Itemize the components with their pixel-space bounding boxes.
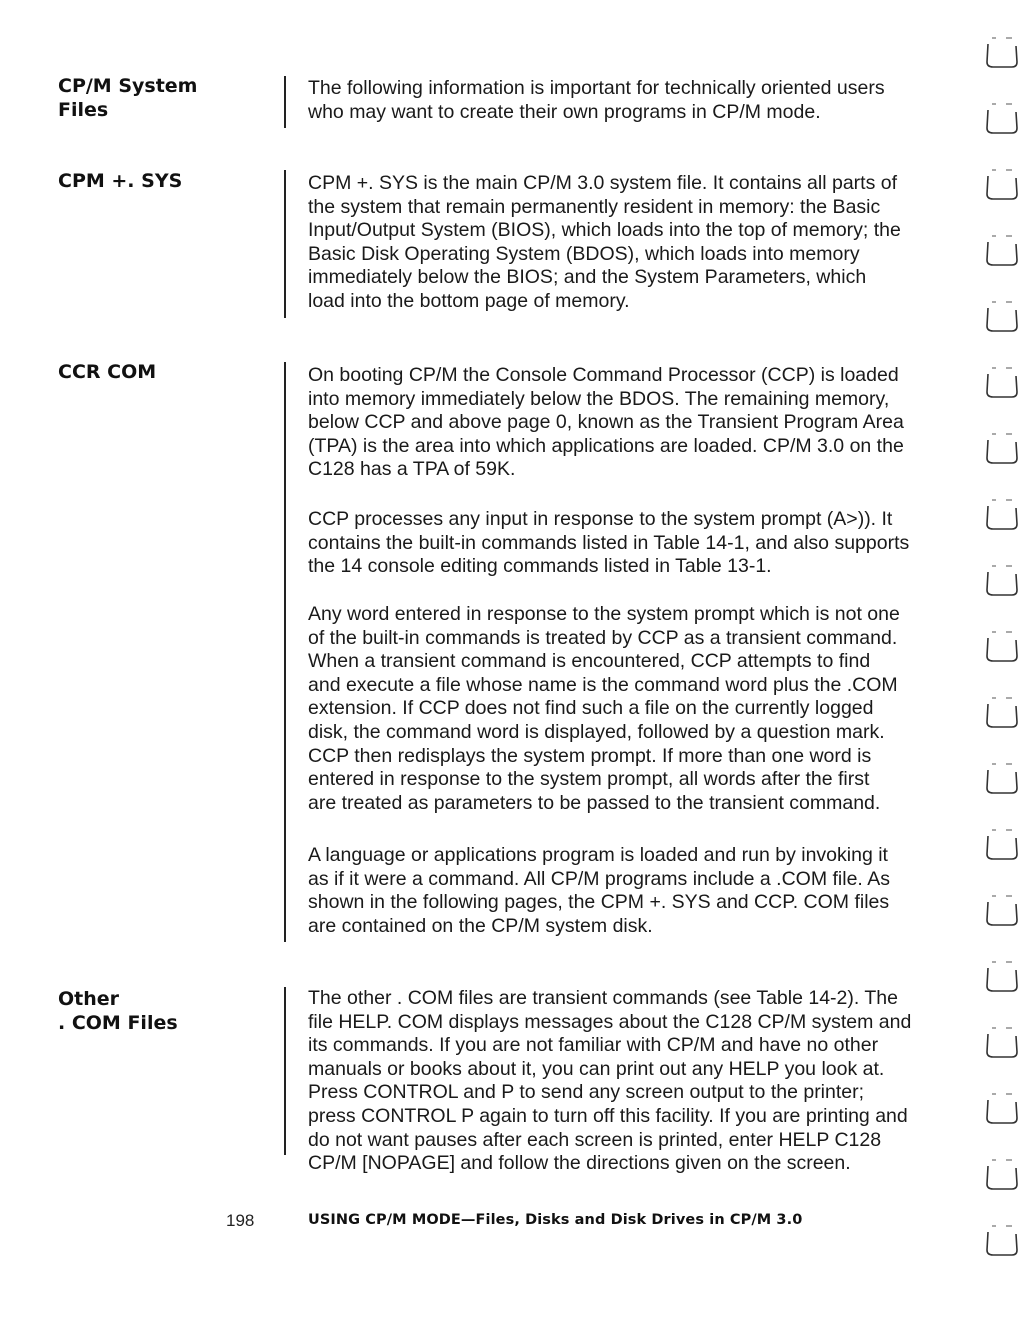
feed-hole-mark [987, 374, 1017, 397]
text-line: extension. If CCP does not find such a file on the currently logged [308, 697, 874, 720]
feed-hole-mark [987, 770, 1017, 793]
text-line: press CONTROL P again to turn off this facility. If you are printing and [308, 1104, 908, 1127]
text-line: do not want pauses after each screen is printed, enter HELP C128 [308, 1128, 882, 1151]
text-line: C128 has a TPA of 59K. [308, 458, 516, 481]
paragraph-cpm-sys [308, 172, 958, 314]
text-line: are treated as parameters to be passed to the transient command. [308, 791, 881, 814]
text-line: into memory immediately below the BDOS. The remaining memory, [308, 387, 890, 410]
text-line: Input/Output System (BIOS), which loads into the top of memory; the [308, 219, 901, 242]
text-line: entered in response to the system prompt, all words after the first [308, 768, 870, 791]
text-line: On booting CP/M the Console Command Processor (CCP) is loaded [308, 364, 899, 386]
feed-hole-mark [987, 902, 1017, 925]
page-number: 198 [226, 1211, 255, 1230]
text-line: Any word entered in response to the system prompt which is not one [308, 603, 900, 625]
heading-cpm-system-files: CP/M System Files [58, 75, 198, 121]
feed-hole-mark [987, 44, 1017, 67]
text-line: the system that remain permanently resident in memory: the Basic [308, 195, 881, 218]
text-line: CP/M [NOPAGE] and follow the directions given on the screen. [308, 1152, 851, 1175]
feed-hole-mark [987, 704, 1017, 727]
feed-hole-mark [987, 506, 1017, 529]
text-line: shown in the following pages, the CPM +. SYS and CCP. COM files [308, 891, 890, 914]
text-line: disk, the command word is displayed, followed by a question mark. [308, 720, 885, 743]
text-line: CCP then redisplays the system prompt. If more than one word is [308, 744, 872, 767]
text-line: The following information is important for technically oriented users [308, 77, 885, 99]
feed-hole-mark [987, 308, 1017, 331]
heading-other-com-files: Other . COM Files [58, 988, 178, 1034]
heading-ccp-com: CCR COM [58, 361, 157, 383]
paragraph-transient [308, 603, 958, 815]
feed-hole-mark [987, 1034, 1017, 1057]
text-line: immediately below the BIOS; and the System Parameters, which [308, 266, 867, 289]
heading-cpm-sys: CPM +. SYS [58, 170, 183, 192]
text-line: CPM +. SYS is the main CP/M 3.0 system file. It contains all parts of [308, 172, 898, 194]
feed-hole-mark [987, 440, 1017, 463]
text-line: manuals or books about it, you can print out any HELP you look at. [308, 1057, 885, 1080]
text-line: The other . COM files are transient commands (see Table 14-2). The [308, 987, 898, 1009]
text-line: file HELP. COM displays messages about the C128 CP/M system and [308, 1010, 912, 1033]
feed-hole-mark [987, 1232, 1017, 1255]
tractor-feed-holes [970, 0, 1034, 1331]
text-line: as if it were a command. All CP/M programs include a .COM file. As [308, 867, 890, 890]
text-line: its commands. If you are not familiar with CP/M and have no other [308, 1034, 879, 1057]
running-footer-title: USING CP/M MODE—Files, Disks and Disk Drives in CP/M 3.0 [308, 1212, 803, 1228]
text-line: load into the bottom page of memory. [308, 289, 630, 312]
text-line: Press CONTROL and P to send any screen output to the printer; [308, 1081, 865, 1104]
paragraph-intro [308, 77, 958, 124]
section-rule [284, 362, 286, 942]
text-line: contains the built-in commands listed in Table 14-1, and also supports [308, 531, 910, 554]
paragraph-language [308, 844, 958, 938]
text-line: and execute a file whose name is the command word plus the .COM [308, 673, 898, 696]
paragraph-ccp-process [308, 508, 958, 579]
section-rule [284, 987, 286, 1155]
feed-hole-mark [987, 638, 1017, 661]
text-line: Basic Disk Operating System (BDOS), which loads into memory [308, 242, 860, 265]
paragraph-other-com [308, 987, 958, 1176]
text-line: A language or applications program is loaded and run by invoking it [308, 844, 888, 866]
text-line: who may want to create their own programs in CP/M mode. [308, 100, 821, 123]
text-line: of the built-in commands is treated by CCP as a transient command. [308, 626, 898, 649]
text-line: (TPA) is the area into which applications are loaded. CP/M 3.0 on the [308, 434, 904, 457]
feed-hole-mark [987, 836, 1017, 859]
text-line: CCP processes any input in response to the system prompt (A>)). It [308, 508, 893, 530]
text-line: When a transient command is encountered, CCP attempts to find [308, 650, 871, 673]
feed-hole-mark [987, 242, 1017, 265]
text-line: are contained on the CP/M system disk. [308, 914, 653, 937]
feed-hole-mark [987, 1166, 1017, 1189]
feed-hole-mark [987, 572, 1017, 595]
feed-hole-mark [987, 110, 1017, 133]
feed-hole-mark [987, 1100, 1017, 1123]
feed-hole-mark [987, 176, 1017, 199]
section-rule [284, 170, 286, 318]
section-rule [284, 76, 286, 128]
text-line: the 14 console editing commands listed in Table 13-1. [308, 555, 772, 578]
text-line: below CCP and above page 0, known as the Transient Program Area [308, 411, 904, 434]
paragraph-ccp-boot [308, 364, 958, 482]
feed-hole-mark [987, 968, 1017, 991]
